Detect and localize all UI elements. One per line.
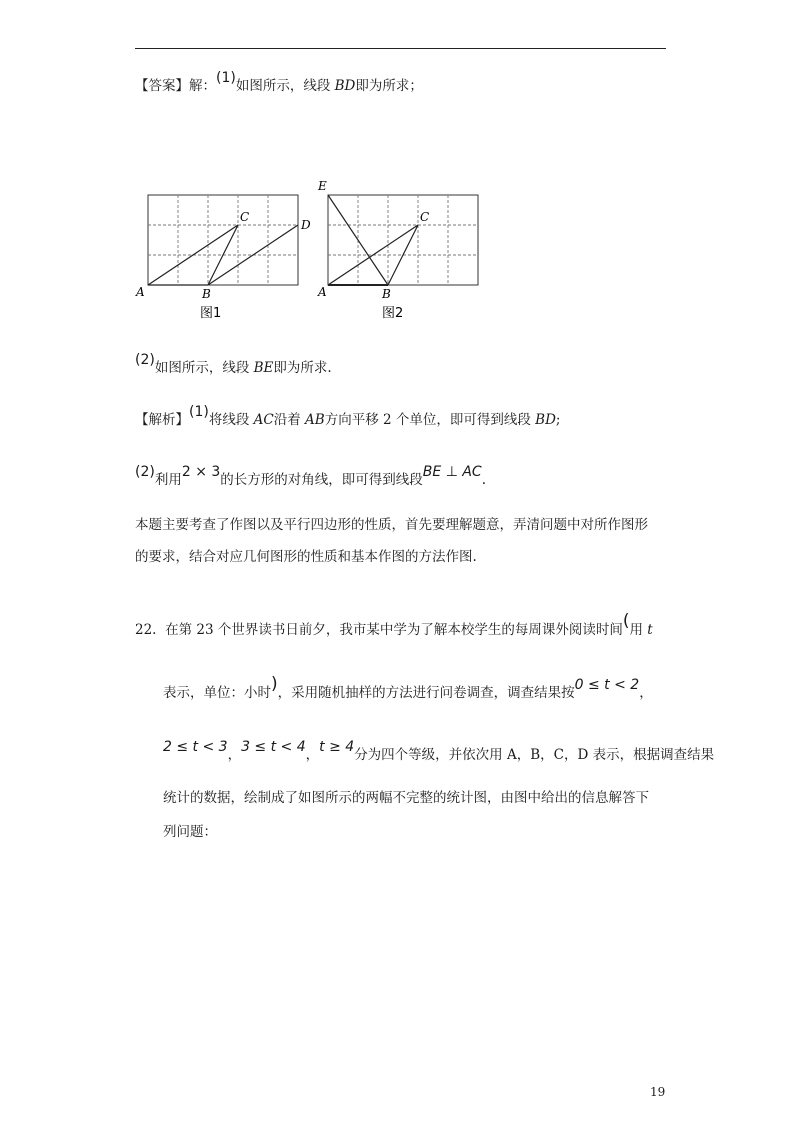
question-line-4: 统计的数据，绘制成了如图所示的两幅不完整的统计图，由图中给出的信息解答下	[163, 790, 649, 806]
analysis-part1-text-c: 方向平移 2 个单位，即可得到线段	[324, 412, 536, 428]
math-range-2-3: 2 ≤ t < 3	[163, 739, 228, 755]
answer-part1-segment: BD	[334, 78, 356, 94]
answer-part2-segment: BE	[253, 360, 274, 376]
figure-2	[312, 175, 482, 325]
point-D-label: D	[301, 218, 311, 232]
answer-part2-text-end: 即为所求.	[273, 360, 332, 376]
analysis-part2-text-b: 的长方形的对角线，即可得到线段	[220, 472, 423, 488]
analysis-part1-number: (1)	[189, 404, 209, 420]
figure-1-caption: 图1	[200, 306, 222, 321]
figure-2-segments	[328, 195, 418, 285]
answer-line	[135, 70, 423, 94]
question-close-paren: )	[271, 674, 278, 694]
analysis-part1-text-a: 将线段	[208, 412, 254, 428]
point-E-label: E	[318, 179, 327, 193]
question-text-2c: ，	[639, 685, 653, 701]
header-rule	[135, 48, 666, 49]
question-line-3	[163, 739, 715, 763]
point-B-label: B	[202, 287, 211, 301]
question-text-1b: 用	[629, 622, 648, 638]
question-sep-1: ，	[227, 747, 242, 763]
point-A-label: A	[318, 285, 327, 299]
point-C-label: C	[420, 210, 430, 224]
analysis-segment-AC: AC	[253, 412, 274, 428]
analysis-segment-BD: BD	[535, 412, 556, 428]
analysis-part2-text-a: 利用	[154, 472, 182, 488]
answer-part2-text: 如图所示，线段	[154, 360, 254, 376]
question-text-2a: 表示，单位：小时	[163, 685, 271, 701]
answer-lead: 解：	[189, 78, 216, 94]
math-range-0-2: 0 ≤ t < 2	[574, 677, 640, 693]
answer-part1-number: (1)	[216, 70, 236, 86]
question-text-1: 在第 23 个世界读书日前夕，我市某中学为了解本校学生的每周课外阅读时间	[165, 622, 623, 638]
analysis-part1-text-d: ;	[555, 412, 561, 428]
analysis-segment-AB: AB	[305, 412, 325, 428]
analysis-tag: 【解析】	[135, 412, 189, 428]
page-number: 19	[650, 1085, 666, 1099]
point-B-label: B	[382, 287, 391, 301]
figure-1	[130, 185, 330, 325]
question-open-paren: (	[622, 611, 630, 631]
question-line-1	[135, 611, 653, 639]
question-text-3: 分为四个等级，并依次用 A，B，C，D 表示，根据调查结果	[354, 747, 715, 763]
question-line-2	[163, 674, 653, 702]
point-C-label: C	[240, 210, 250, 224]
math-range-3-4: 3 ≤ t < 4	[241, 739, 306, 755]
figure-2-caption: 图2	[382, 306, 404, 321]
answer-part1-text: 如图所示，线段	[235, 78, 335, 94]
answer-part1-text-end: 即为所求；	[355, 78, 423, 94]
question-number: 22.	[135, 622, 157, 638]
analysis-part2-text-c: .	[481, 472, 486, 488]
point-A-label: A	[136, 285, 145, 299]
question-sep-2: ，	[305, 747, 320, 763]
math-BE-perp-AC: BE ⊥ AC	[422, 464, 482, 480]
answer-part2-line	[135, 352, 332, 376]
answer-tag: 【答案】	[135, 78, 189, 94]
question-line-5: 列问题：	[163, 824, 217, 840]
analysis-part2-number: (2)	[135, 464, 155, 480]
analysis-summary-2: 的要求，结合对应几何图形的性质和基本作图的方法作图.	[135, 549, 477, 565]
analysis-line-2	[135, 464, 486, 488]
analysis-summary-1: 本题主要考查了作图以及平行四边形的性质，首先要理解题意，弄清问题中对所作图形	[135, 517, 648, 533]
math-range-4-plus: t ≥ 4	[319, 739, 355, 755]
math-2x3: 2 × 3	[181, 464, 221, 480]
answer-part2-number: (2)	[135, 352, 155, 368]
analysis-part1-text-b: 沿着	[273, 412, 306, 428]
question-text-2b: ，采用随机抽样的方法进行问卷调查，调查结果按	[277, 685, 575, 701]
analysis-line-1	[135, 404, 561, 428]
question-var-t: t	[647, 622, 653, 638]
